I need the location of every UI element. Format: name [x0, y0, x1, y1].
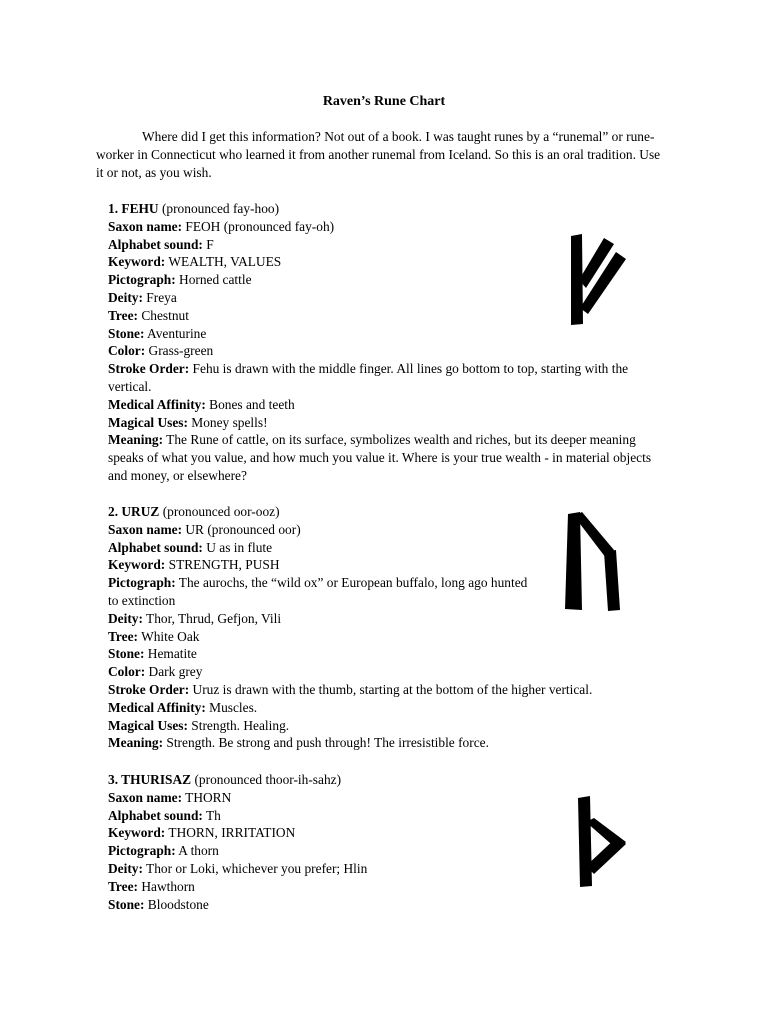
fehu-rune-icon — [562, 228, 632, 330]
field-color — [108, 342, 664, 360]
field-stone — [108, 896, 548, 914]
thurisaz-rune-icon — [570, 794, 630, 890]
field-value: Fehu is drawn with the middle finger. All lines go bottom to top, starting with the vertical. — [108, 361, 629, 394]
page-title: Raven’s Rune Chart — [322, 94, 446, 109]
field-value: Grass-green — [145, 343, 214, 359]
field-label: Alphabet sound: — [108, 539, 203, 555]
field-value: STRENGTH, PUSH — [165, 557, 280, 573]
rune-entry-uruz — [108, 503, 593, 752]
field-stone — [108, 645, 540, 663]
field-value: UR (pronounced oor) — [182, 521, 301, 537]
field-value: The aurochs, the “wild ox” or European buffalo, long ago hunted to extinction — [108, 575, 528, 608]
field-label: Color: — [108, 664, 146, 680]
rune-name: 2. URUZ — [108, 504, 160, 519]
field-value: F — [202, 236, 214, 252]
field-value: The Rune of cattle, on its surface, symbolizes wealth and riches, but its deeper meaning speaks of what you value, and how much you value it. Where is your true wealth - in material objects and money, or elsewhere? — [108, 432, 652, 483]
field-tree — [108, 628, 540, 646]
field-value: THORN — [182, 789, 232, 805]
field-label: Stroke Order: — [108, 361, 190, 377]
field-deity — [108, 860, 548, 878]
field-value: Strength. Healing. — [187, 717, 290, 733]
field-value: FEOH (pronounced fay-oh) — [182, 218, 335, 234]
rune-entry-thurisaz — [108, 771, 548, 913]
rune-pronunciation: (pronounced fay-hoo) — [158, 201, 280, 216]
field-value: Muscles. — [205, 699, 258, 715]
field-value: Hematite — [144, 646, 197, 662]
rune-heading — [108, 200, 664, 218]
field-label: Deity: — [108, 860, 143, 876]
field-label: Saxon name: — [108, 789, 183, 805]
field-tree — [108, 878, 548, 896]
field-pictograph — [108, 842, 548, 860]
field-value: Horned cattle — [175, 272, 252, 288]
field-value: Strength. Be strong and push through! The irresistible force. — [163, 735, 489, 751]
field-value: U as in flute — [202, 539, 273, 555]
field-label: Saxon name: — [108, 521, 183, 537]
field-label: Stone: — [108, 896, 145, 912]
field-value: THORN, IRRITATION — [165, 825, 296, 841]
field-label: Magical Uses: — [108, 414, 188, 430]
field-value: WEALTH, VALUES — [165, 254, 282, 270]
field-value: Aventurine — [144, 325, 207, 341]
field-alphabet-sound — [108, 807, 548, 825]
field-label: Deity: — [108, 610, 143, 626]
field-value: Thor or Loki, whichever you prefer; Hlin — [142, 860, 368, 876]
field-value: A thorn — [175, 843, 219, 859]
field-keyword — [108, 824, 548, 842]
rune-heading — [108, 503, 540, 521]
field-medical-affinity — [108, 396, 664, 414]
field-stroke-order — [108, 681, 593, 699]
field-value: Uruz is drawn with the thumb, starting at the bottom of the higher vertical. — [189, 681, 593, 697]
field-saxon-name — [108, 789, 548, 807]
field-label: Magical Uses: — [108, 717, 188, 733]
field-value: Bloodstone — [144, 896, 209, 912]
field-value: Hawthorn — [137, 878, 195, 894]
field-saxon-name — [108, 521, 540, 539]
field-label: Tree: — [108, 307, 138, 323]
field-label: Medical Affinity: — [108, 396, 206, 412]
field-label: Tree: — [108, 878, 138, 894]
field-label: Saxon name: — [108, 218, 183, 234]
field-label: Deity: — [108, 289, 143, 305]
field-label: Pictograph: — [108, 843, 176, 859]
uruz-rune-icon — [558, 510, 628, 614]
field-label: Meaning: — [108, 432, 164, 448]
rune-name: 1. FEHU — [108, 201, 159, 216]
field-value: Money spells! — [187, 414, 268, 430]
rune-pronunciation: (pronounced thoor-ih-sahz) — [191, 772, 342, 787]
field-value: Bones and teeth — [205, 396, 295, 412]
field-value: Freya — [142, 289, 177, 305]
field-label: Stone: — [108, 325, 145, 341]
field-label: Color: — [108, 343, 146, 359]
field-label: Keyword: — [108, 254, 166, 270]
field-label: Stone: — [108, 646, 145, 662]
field-value: Dark grey — [145, 664, 203, 680]
field-value: Thor, Thrud, Gefjon, Vili — [142, 610, 282, 626]
field-medical-affinity — [108, 699, 540, 717]
field-magical-uses — [108, 414, 664, 432]
field-value: White Oak — [137, 628, 200, 644]
field-stroke-order — [108, 360, 664, 396]
field-label: Stroke Order: — [108, 681, 190, 697]
field-label: Medical Affinity: — [108, 699, 206, 715]
field-label: Pictograph: — [108, 575, 176, 591]
field-pictograph — [108, 574, 540, 610]
field-label: Tree: — [108, 628, 138, 644]
field-label: Alphabet sound: — [108, 807, 203, 823]
field-keyword — [108, 556, 540, 574]
rune-name: 3. THURISAZ — [108, 772, 192, 787]
field-deity — [108, 610, 540, 628]
field-alphabet-sound — [108, 539, 540, 557]
field-label: Alphabet sound: — [108, 236, 203, 252]
field-label: Keyword: — [108, 825, 166, 841]
field-label: Pictograph: — [108, 272, 176, 288]
rune-heading — [108, 771, 548, 789]
rune-pronunciation: (pronounced oor-ooz) — [159, 504, 280, 519]
intro-paragraph: Where did I get this information? Not out of a book. I was taught runes by a “runemal” or rune-worker in Connecticut who learned it from another runemal from Iceland. So this is an oral tradition. Use it or not, as you wish. — [96, 129, 661, 180]
field-label: Meaning: — [108, 735, 164, 751]
field-value: Chestnut — [137, 307, 189, 323]
field-value: Th — [202, 807, 221, 823]
field-magical-uses — [108, 717, 540, 735]
field-meaning — [108, 734, 540, 752]
field-label: Keyword: — [108, 557, 166, 573]
field-meaning — [108, 431, 664, 484]
field-color — [108, 663, 540, 681]
